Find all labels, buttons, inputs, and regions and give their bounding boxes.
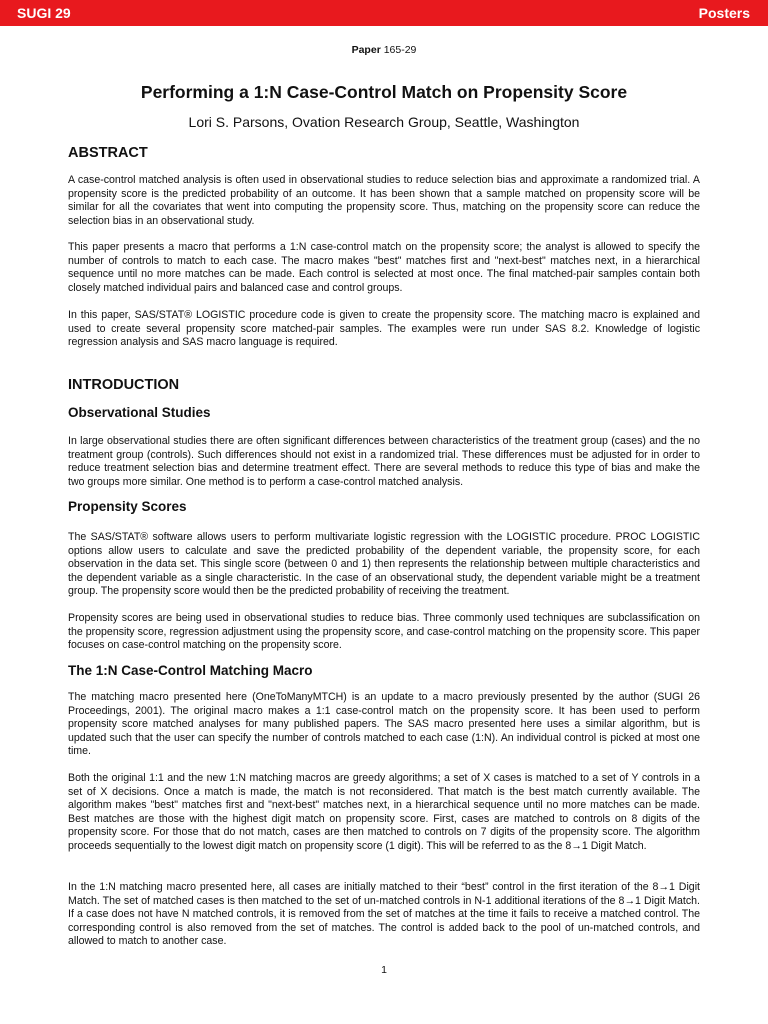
macro-heading: The 1:N Case-Control Matching Macro xyxy=(68,663,313,678)
paper-number xyxy=(0,44,768,56)
observational-paragraph: In large observational studies there are often significant differences between characteristics of the treatment group (cases) and the no treatment group (controls). Such differences should not exist in a randomized trial. These differences must be adjusted for in order to reduce treatment selection bias and determine treatment effect. There are several methods to reduce this type of bias and make the two groups more similar. One method is to perform a case-control matched analysis. xyxy=(68,435,700,488)
abstract-paragraph-3: In this paper, SAS/STAT® LOGISTIC procedure code is given to create the propensity score. The matching macro is explained and used to create several propensity score matched-pair samples. The examples were run under SAS 8.2. Knowledge of logistic regression analysis and SAS macro language is required. xyxy=(68,309,700,348)
propensity-paragraph-2: Propensity scores are being used in observational studies to reduce bias. Three commonly used techniques are subclassification on the propensity score, regression adjustment using the propensity score, and case-control matching on the propensity score. This paper focuses on case-control matching on the propensity score. xyxy=(68,612,700,651)
abstract-paragraph-2: This paper presents a macro that performs a 1:N case-control match on the propensity score; the analyst is allowed to specify the number of controls to match to each case. The macro makes "best" matches first and "next-best" matches next, in a hierarchical sequence until no more matches can be made. Each control is selected at most once. The final matched-pair samples contain both closely matched individual pairs and balanced case and control groups. xyxy=(68,241,700,294)
conference-name: SUGI 29 xyxy=(17,5,71,21)
abstract-heading: ABSTRACT xyxy=(68,145,148,161)
abstract-paragraph-1: A case-control matched analysis is often used in observational studies to reduce selection bias and approximate a randomized trial. A propensity score is the predicted probability of an outcome. It has been shown that a sample matched on propensity score will be similar for all the covariates that went into computing the propensity score. Thus, matching on the propensity score can reduce the selection bias in an observational study. xyxy=(68,174,700,227)
observational-studies-heading: Observational Studies xyxy=(68,405,211,420)
paper-number-value: 165-29 xyxy=(383,44,417,56)
propensity-paragraph-1: The SAS/STAT® software allows users to perform multivariate logistic regression with the LOGISTIC procedure. PROC LOGISTIC options allow users to calculate and save the predicted probability of the dependent variable, the propensity score, for each observation in the data set. This single score (between 0 and 1) then represents the relationship between multiple characteristics and the dependent variable as a single characteristic. In the case of an observational study, the dependent variable might be a treatment group. The propensity score would then be the predicted probability of receiving the treatment. xyxy=(68,531,700,597)
conference-banner xyxy=(0,0,768,26)
macro-paragraph-1: The matching macro presented here (OneToManyMTCH) is an update to a macro previously presented by the author (SUGI 26 Proceedings, 2001). The original macro makes a 1:1 case-control match on the propensity score. It has been used to perform propensity score matched analyses for many published papers. The SAS macro presented here uses a similar algorithm, but is updated such that the user can specify the number of controls matched to each case (1:N). An individual control is picked at most one time. xyxy=(68,691,700,757)
page-number: 1 xyxy=(381,964,387,976)
author-line: Lori S. Parsons, Ovation Research Group, Seattle, Washington xyxy=(188,114,580,130)
section-name: Posters xyxy=(698,5,750,21)
paper-title: Performing a 1:N Case-Control Match on Propensity Score xyxy=(140,82,628,102)
macro-paragraph-2: Both the original 1:1 and the new 1:N matching macros are greedy algorithms; a set of X cases is matched to a set of Y controls in a set of X decisions. Once a match is made, the match is not reconsidered. That match is the best match currently available. The algorithm makes "best" matches first and "next-best" matches next, in a hierarchical sequence until no more matches can be made. Best matches are those with the highest digit match on propensity score. First, cases are matched to controls on 8 digits of the propensity score. For those that do not match, cases are then matched to controls on 7 digits of the propensity score. The algorithm proceeds sequentially to the lowest digit match on propensity score (1 digit). This will be referred to as the 8→1 Digit Match. xyxy=(68,772,700,852)
paper-label: Paper xyxy=(351,44,381,56)
macro-paragraph-3: In the 1:N matching macro presented here, all cases are initially matched to their “best” control in the first iteration of the 8→1 Digit Match. The set of matched cases is then matched to the set of un-matched controls in N-1 additional iterations of the 8→1 Digit Match. If a case does not have N matched controls, it is removed from the set of matches at the time it fails to receive a matched control. The corresponding control is also removed from the set of matches. The control is added back to the pool of un-matched controls, and allowed to match to another case. xyxy=(68,881,700,947)
introduction-heading: INTRODUCTION xyxy=(68,377,180,393)
propensity-scores-heading: Propensity Scores xyxy=(68,499,187,514)
